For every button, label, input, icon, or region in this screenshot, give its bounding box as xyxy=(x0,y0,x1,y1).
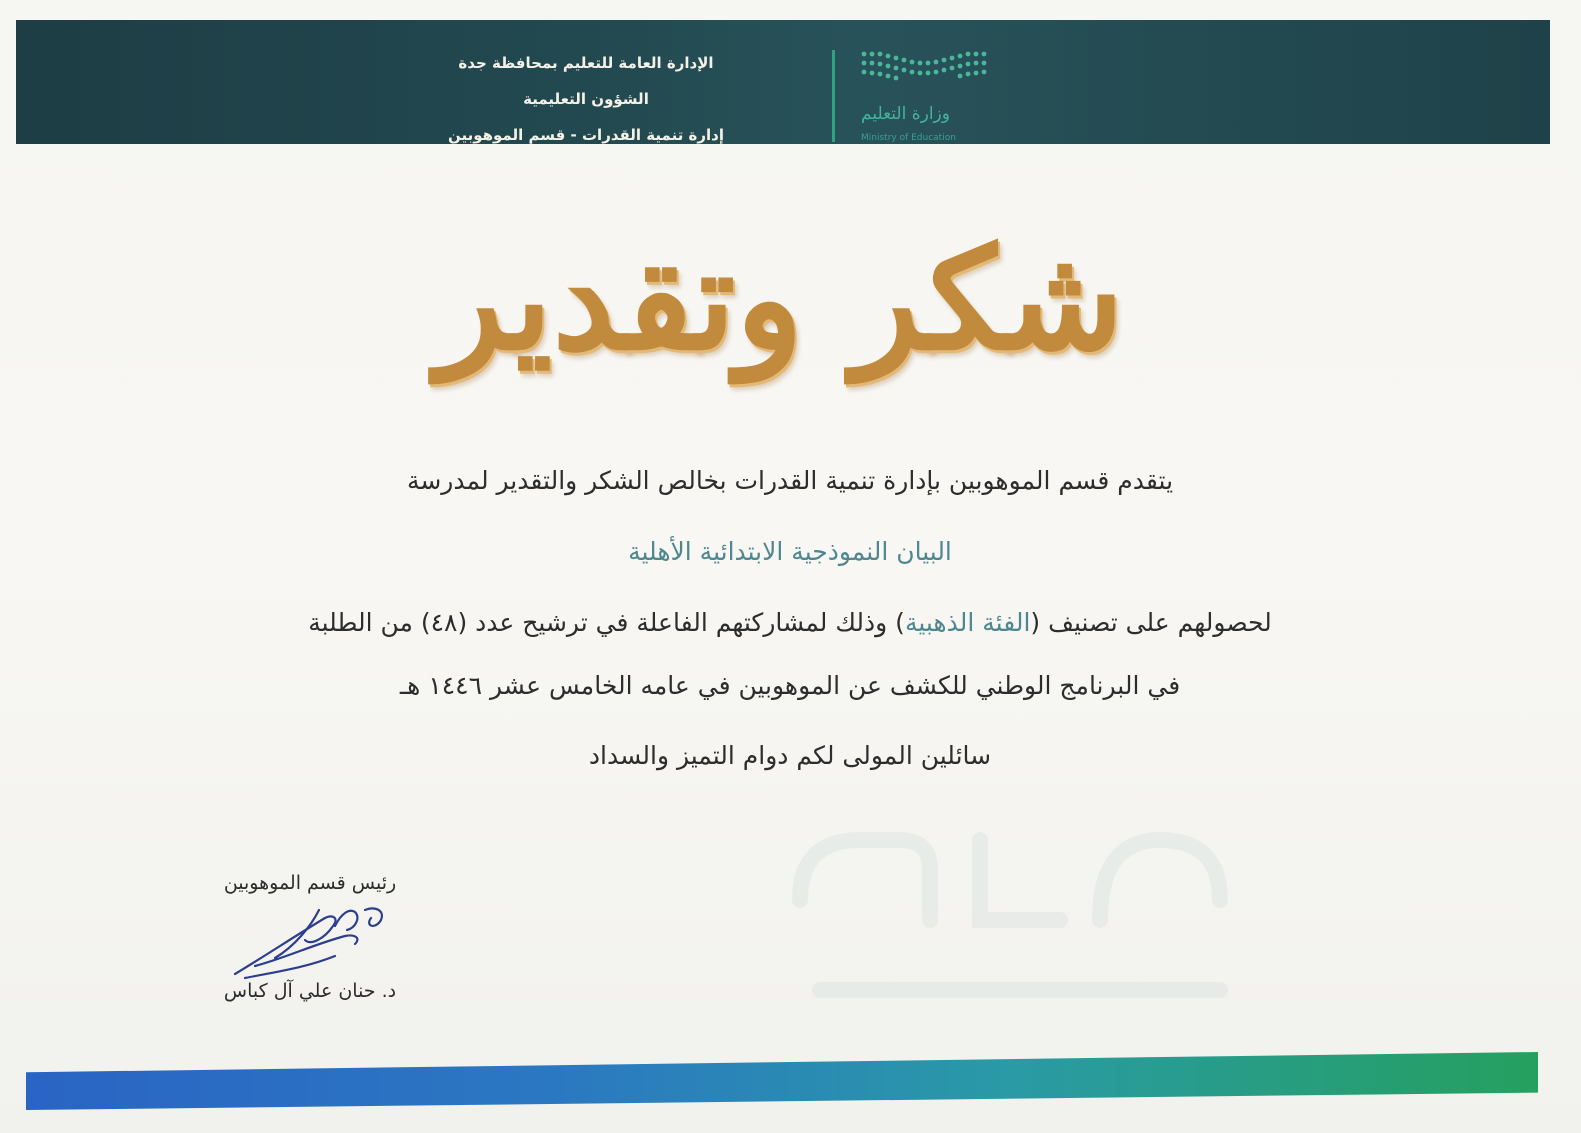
header-line-directorate: الإدارة العامة للتعليم بمحافظة جدة xyxy=(458,54,714,72)
certificate-title: شكر وتقدير xyxy=(436,218,1124,382)
gold-category: الفئة الذهبية xyxy=(904,608,1031,637)
header-text xyxy=(416,48,756,156)
handwritten-signature-icon xyxy=(215,896,405,986)
signer-title: رئيس قسم الموهوبين xyxy=(223,872,397,894)
classification-prefix: لحصولهم على تصنيف ( xyxy=(1030,608,1272,637)
footer-gradient-bar xyxy=(26,1052,1538,1110)
signature-block xyxy=(180,872,440,1002)
ministry-name-ar: وزارة التعليم xyxy=(861,104,950,124)
body-line-classification xyxy=(150,608,1430,637)
body-line-intro: يتقدم قسم الموهوبين بإدارة تنمية القدرات بخالص الشكر والتقدير لمدرسة xyxy=(406,466,1174,495)
school-name: البيان النموذجية الابتدائية الأهلية xyxy=(628,537,952,566)
header-divider xyxy=(832,50,835,142)
body-line-wishes: سائلين المولى لكم دوام التميز والسداد xyxy=(588,741,992,770)
ministry-watermark-icon xyxy=(760,780,1280,1040)
header-line-affairs: الشؤون التعليمية xyxy=(523,90,649,108)
classification-suffix: ) وذلك لمشاركتهم الفاعلة في ترشيح عدد (٤٨) من الطلبة xyxy=(308,608,905,637)
header-line-department: إدارة تنمية القدرات - قسم الموهوبين xyxy=(447,126,725,144)
signer-name: د. حنان علي آل كباس xyxy=(223,980,397,1002)
body-line-program: في البرنامج الوطني للكشف عن الموهوبين في عامه الخامس عشر ١٤٤٦ هـ xyxy=(399,671,1181,700)
header-bar xyxy=(16,20,1550,144)
ministry-name-en: Ministry of Education xyxy=(861,133,956,143)
ministry-logo-icon xyxy=(856,46,1006,146)
